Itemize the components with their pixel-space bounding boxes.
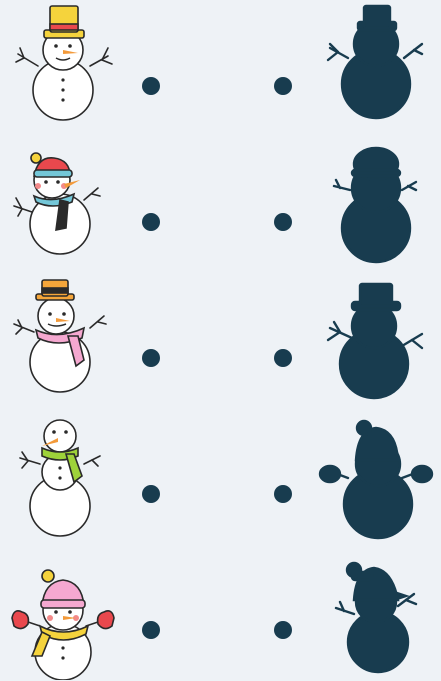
right-match-dot[interactable] xyxy=(274,77,292,95)
match-row xyxy=(0,408,441,544)
right-match-dot[interactable] xyxy=(274,621,292,639)
match-row xyxy=(0,544,441,680)
silhouette-pompom-hat-icon xyxy=(318,544,434,680)
left-match-dot[interactable] xyxy=(142,485,160,503)
silhouette-bowler-hat-icon xyxy=(318,136,434,272)
snowman-yellow-top-hat-icon xyxy=(8,0,118,136)
match-row xyxy=(0,136,441,272)
match-row xyxy=(0,272,441,408)
silhouette-tall-top-hat-icon xyxy=(318,272,434,408)
silhouette-beanie-mittens-icon xyxy=(318,408,434,544)
left-match-dot[interactable] xyxy=(142,77,160,95)
snowman-pink-beanie-mittens-icon xyxy=(8,544,118,680)
left-match-dot[interactable] xyxy=(142,621,160,639)
silhouette-top-hat-sticks-icon xyxy=(318,0,434,136)
right-match-dot[interactable] xyxy=(274,485,292,503)
match-row xyxy=(0,0,441,136)
snowman-green-scarf-icon xyxy=(8,408,118,544)
left-match-dot[interactable] xyxy=(142,213,160,231)
right-match-dot[interactable] xyxy=(274,349,292,367)
left-match-dot[interactable] xyxy=(142,349,160,367)
snowman-red-beanie-blue-scarf-icon xyxy=(8,136,118,272)
right-match-dot[interactable] xyxy=(274,213,292,231)
snowman-orange-hat-pink-scarf-icon xyxy=(8,272,118,408)
